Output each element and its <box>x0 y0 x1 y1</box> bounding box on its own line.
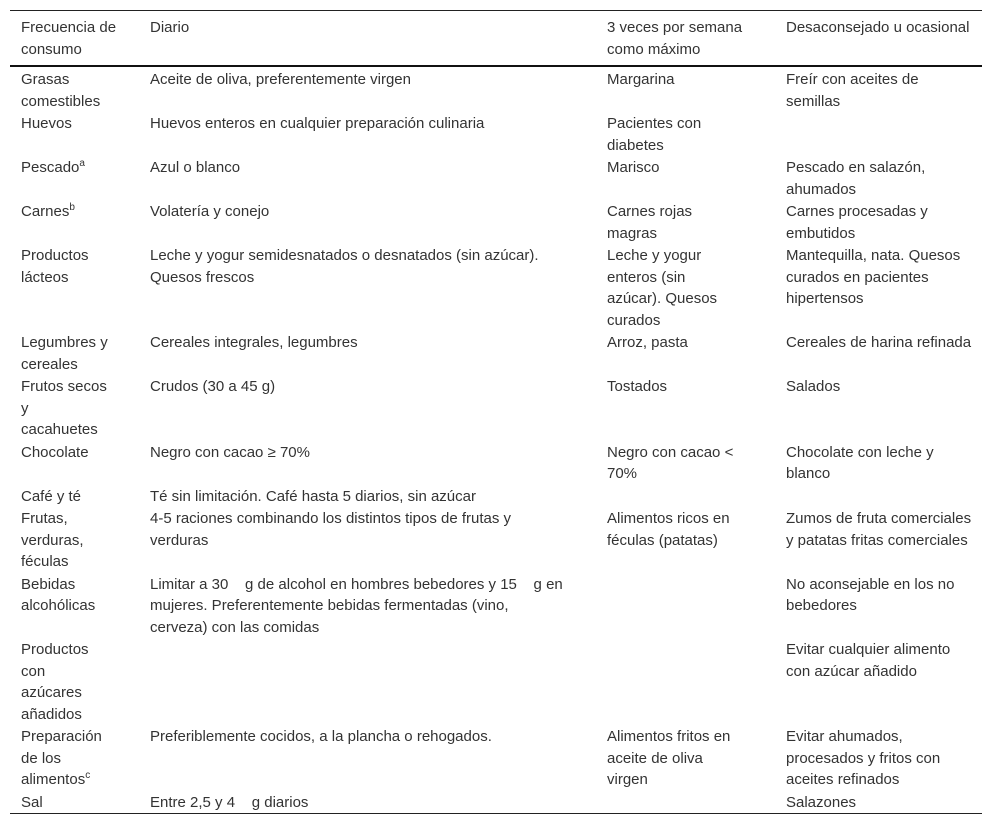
occasional-cell: Mantequilla, nata. Quesos curados en pacientes hipertensos <box>786 247 965 307</box>
table-row <box>10 331 982 375</box>
table-row <box>10 244 982 331</box>
daily-cell: Limitar a 30 g de alcohol en hombres bebedores y 15 g en mujeres. Preferentemente bebidas fermentadas (vino, cerveza) con las comidas <box>150 575 567 636</box>
food-name: Productos con azúcares añadidos <box>21 641 89 723</box>
food-cell <box>10 244 139 331</box>
daily-cell: 4-5 raciones combinando los distintos tipos de frutas y verduras <box>150 510 516 549</box>
table-row <box>10 66 982 112</box>
daily-cell: Preferiblemente cocidos, a la plancha o rehogados. <box>150 728 492 745</box>
food-name: Chocolate <box>21 443 89 461</box>
occasional-cell: Chocolate con leche y blanco <box>786 443 938 482</box>
weekly-cell: Pacientes con diabetes <box>607 115 706 154</box>
header-frequency: Frecuencia de consumo <box>21 19 117 58</box>
food-cell <box>10 485 139 508</box>
food-cell <box>10 331 139 375</box>
weekly-cell <box>596 791 775 814</box>
weekly-cell <box>596 638 775 725</box>
occasional-cell <box>775 485 982 508</box>
occasional-cell: Zumos de fruta comerciales y patatas fritas comerciales <box>786 510 976 549</box>
weekly-cell: Margarina <box>607 71 675 88</box>
table-row <box>10 112 982 156</box>
table-row <box>10 725 982 791</box>
table-row <box>10 375 982 441</box>
daily-cell: Crudos (30 a 45 g) <box>150 378 276 395</box>
header-row <box>10 11 982 67</box>
daily-cell: Cereales integrales, legumbres <box>150 334 358 351</box>
food-cell <box>10 375 139 441</box>
occasional-cell: Pescado en salazón, ahumados <box>786 159 930 198</box>
table-row <box>10 638 982 725</box>
daily-cell: Volatería y conejo <box>150 203 270 220</box>
weekly-cell <box>596 485 775 508</box>
footnote-marker: b <box>69 202 75 213</box>
food-name: Frutas, verduras, féculas <box>21 510 84 570</box>
daily-cell: Leche y yogur semidesnatados o desnatados (sin azúcar). Quesos frescos <box>150 247 543 286</box>
footnote-marker: a <box>79 158 85 169</box>
weekly-cell: Tostados <box>607 378 668 395</box>
table-row <box>10 507 982 573</box>
header-daily: Diario <box>150 19 190 36</box>
occasional-cell: Freír con aceites de semillas <box>786 71 923 110</box>
table-row <box>10 485 982 508</box>
food-frequency-table <box>10 10 982 814</box>
food-cell <box>10 573 139 639</box>
daily-cell: Aceite de oliva, preferentemente virgen <box>150 71 411 88</box>
food-name: Pescado <box>21 159 80 176</box>
food-name: Grasas comestibles <box>21 71 101 110</box>
food-name: Carnes <box>21 203 70 220</box>
occasional-cell: Salazones <box>786 793 857 811</box>
table-row <box>10 156 982 200</box>
weekly-cell: Alimentos ricos en féculas (patatas) <box>607 510 734 549</box>
food-cell <box>10 441 139 485</box>
header-weekly: 3 veces por semana como máximo <box>607 19 743 58</box>
daily-cell: Entre 2,5 y 4 g diarios <box>150 793 309 811</box>
occasional-cell: Cereales de harina refinada <box>786 334 972 351</box>
daily-cell <box>139 638 596 725</box>
table-row <box>10 791 982 814</box>
food-cell <box>10 791 139 814</box>
occasional-cell: Carnes procesadas y embutidos <box>786 203 932 242</box>
weekly-cell: Arroz, pasta <box>607 334 688 351</box>
weekly-cell: Marisco <box>607 159 660 176</box>
daily-cell: Té sin limitación. Café hasta 5 diarios, sin azúcar <box>150 487 476 505</box>
food-name: Bebidas alcohólicas <box>21 575 96 614</box>
occasional-cell: Salados <box>786 378 841 395</box>
table-row <box>10 573 982 639</box>
table-row <box>10 441 982 485</box>
food-name: Huevos <box>21 115 72 132</box>
food-cell <box>10 66 139 112</box>
food-cell <box>10 638 139 725</box>
weekly-cell: Negro con cacao < 70% <box>607 443 750 482</box>
footnote-marker: c <box>85 770 91 781</box>
food-cell <box>10 725 139 791</box>
weekly-cell: Leche y yogur enteros (sin azúcar). Quesos curados <box>607 247 722 329</box>
daily-cell: Azul o blanco <box>150 159 241 176</box>
food-name: Legumbres y cereales <box>21 334 108 373</box>
occasional-cell: No aconsejable en los no bebedores <box>786 575 959 614</box>
table-row <box>10 200 982 244</box>
daily-cell: Negro con cacao ≥ 70% <box>150 443 310 461</box>
header-occasional: Desaconsejado u ocasional <box>786 19 970 36</box>
food-name: Sal <box>21 793 43 811</box>
food-cell <box>10 156 139 200</box>
food-cell <box>10 200 139 244</box>
weekly-cell <box>596 573 775 639</box>
daily-cell: Huevos enteros en cualquier preparación culinaria <box>150 115 485 132</box>
food-name: Preparación de los alimentos <box>21 728 102 788</box>
food-cell <box>10 112 139 156</box>
occasional-cell: Evitar ahumados, procesados y fritos con aceites refinados <box>786 728 945 788</box>
food-name: Productos lácteos <box>21 247 89 286</box>
weekly-cell: Alimentos fritos en aceite de oliva virgen <box>607 728 735 788</box>
food-cell <box>10 507 139 573</box>
food-name: Frutos secos y cacahuetes <box>21 378 107 438</box>
weekly-cell: Carnes rojas magras <box>607 203 697 242</box>
occasional-cell: Evitar cualquier alimento con azúcar añadido <box>786 641 955 680</box>
occasional-cell <box>775 112 982 156</box>
food-name: Café y té <box>21 487 82 505</box>
